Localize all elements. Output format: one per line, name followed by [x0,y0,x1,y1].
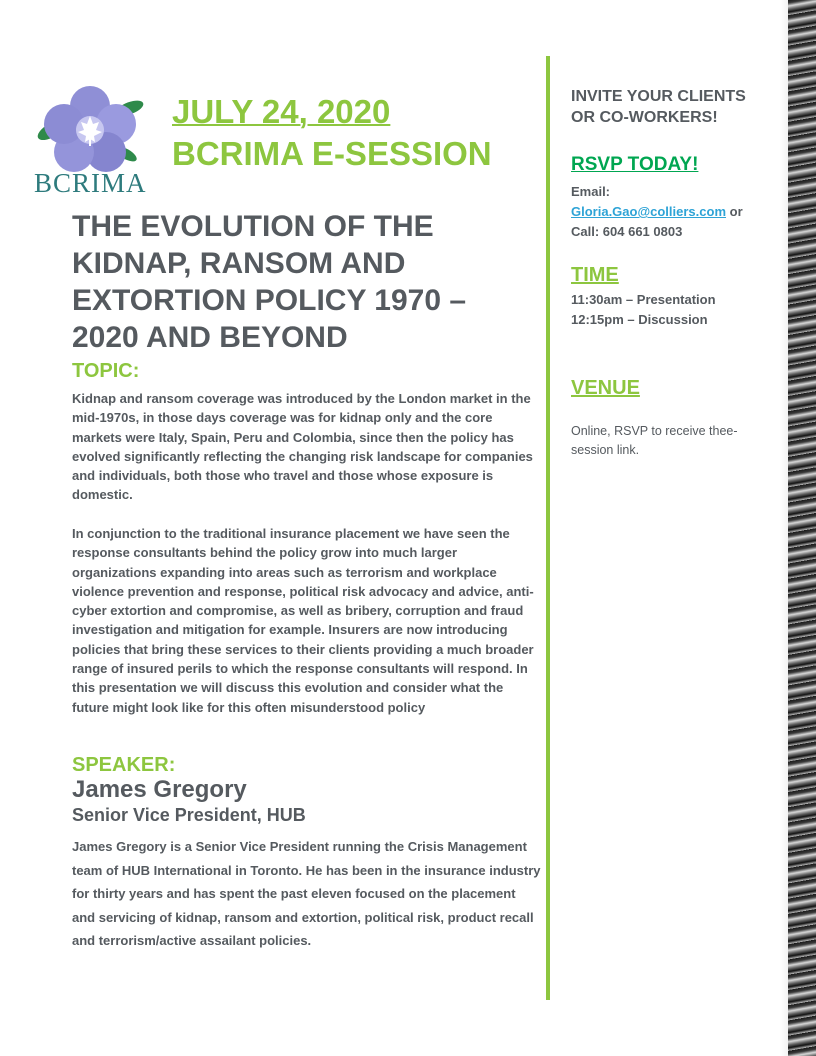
email-label: Email: [571,184,611,199]
email-link[interactable]: Gloria.Gao@colliers.com [571,204,727,219]
page-title: THE EVOLUTION OF THE KIDNAP, RANSOM AND EXTORTION POLICY 1970 – 2020 AND BEYOND [72,210,467,354]
time-list [571,290,771,330]
event-date: JULY 24, 2020 [172,93,391,130]
topic-paragraph-2: In conjunction to the traditional insurance placement we have seen the response consultants behind the policy grow into much larger organizations expanding into areas such as terrorism and workplace violence prevention and response, political risk advocacy and advice, anti-cyber extortion and compromise, as well as bribery, corruption and fraud investigation and mitigation for example. Insurers are now introducing policies that bring these services to their clients providing a much broader range of insured perils to which the response consultants will respond. In this presentation we will discuss this evolution and consider what the future might look like for this often misunderstood policy [72,526,534,715]
venue-text: Online, RSVP to receive thee-session link. [571,424,738,457]
rsvp-heading: RSVP TODAY! [571,154,699,175]
speaker-heading: SPEAKER: [72,754,176,776]
speaker-bio: James Gregory is a Senior Vice President running the Crisis Management team of HUB International in Toronto. He has been in the insurance industry for thirty years and has spent the past eleven focused on the placement and servicing of kidnap, ransom and extortion, political risk, product recall and terrorism/active assailant policies. [72,839,541,948]
topic-paragraph-1: Kidnap and ransom coverage was introduced by the London market in the mid-1970s, in those days coverage was for kidnap only and the core markets were Italy, Spain, Peru and Colombia, since then the policy has evolved significantly reflecting the changing risk landscape for companies and individuals, both those who travel and those whose exposure is domestic. [72,391,533,503]
speaker-name: James Gregory [72,776,247,803]
page-edge-decoration [788,0,816,1056]
event-session-name: BCRIMA E-SESSION [172,135,492,172]
time-heading: TIME [571,264,619,286]
topic-heading: TOPIC: [72,360,140,382]
column-divider [546,56,550,1000]
or-text: or [729,204,743,219]
venue-heading: VENUE [571,377,640,399]
invite-callout: INVITE YOUR CLIENTS OR CO-WORKERS! [571,88,746,126]
time-item-presentation: 11:30am – Presentation [571,292,716,307]
bcrima-logo-text: BCRIMA [34,168,147,198]
time-item-discussion: 12:15pm – Discussion [571,312,708,327]
phone-line: Call: 604 661 0803 [571,224,683,239]
email-line [571,202,771,222]
rsvp-contact [571,182,771,242]
speaker-title: Senior Vice President, HUB [72,805,306,825]
